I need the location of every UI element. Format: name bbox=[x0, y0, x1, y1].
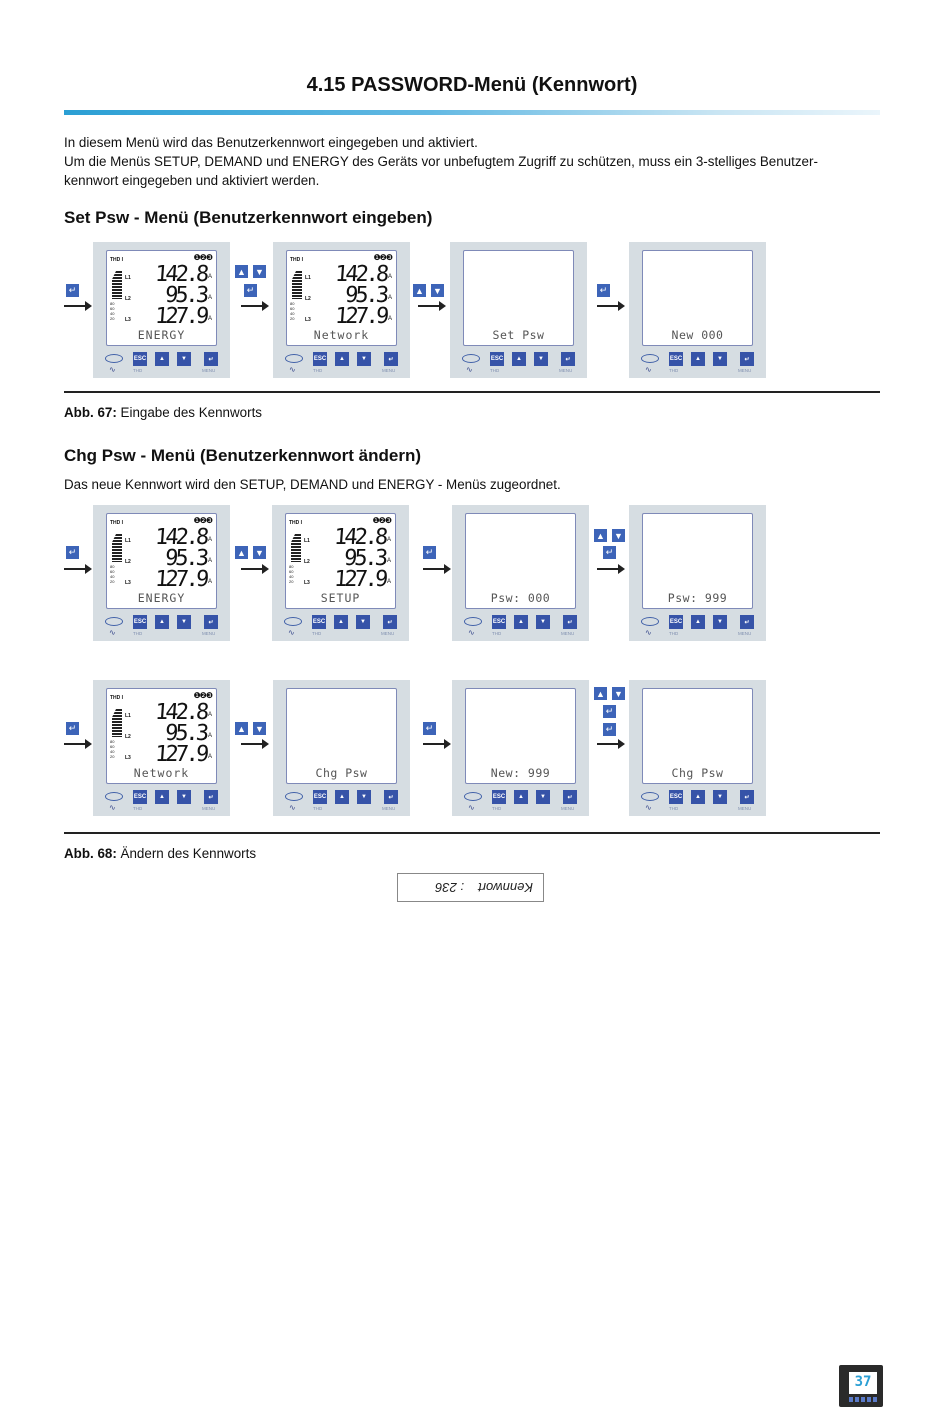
brand-logo bbox=[285, 354, 303, 363]
enter-key-icon: ↵ bbox=[423, 546, 436, 559]
meter-device bbox=[93, 680, 230, 816]
display-message: Set Psw bbox=[492, 328, 545, 342]
down-button[interactable]: ▼ bbox=[177, 352, 191, 366]
down-button[interactable]: ▼ bbox=[357, 352, 371, 366]
section-text-chg-psw: Das neue Kennwort wird den SETUP, DEMAND und ENERGY - Menüs zugeordnet. bbox=[64, 477, 561, 492]
meter-keypad bbox=[452, 788, 589, 814]
phase-indicators: ❶❷❸ bbox=[193, 516, 212, 525]
up-key-icon: ▲ bbox=[235, 265, 248, 278]
phase-value: 142.8 bbox=[153, 525, 207, 550]
brand-logo bbox=[464, 792, 482, 801]
meter-keypad bbox=[273, 788, 410, 814]
unit-label: A bbox=[207, 733, 212, 739]
thd-key-label: THD bbox=[669, 806, 679, 811]
up-button[interactable]: ▲ bbox=[691, 352, 705, 366]
up-button[interactable]: ▲ bbox=[334, 615, 348, 629]
meter-display bbox=[465, 513, 576, 609]
phase-label: L3 bbox=[125, 580, 131, 586]
enter-key-icon: ↵ bbox=[597, 284, 610, 297]
esc-button[interactable]: ESC bbox=[133, 615, 147, 629]
intro-text bbox=[64, 133, 880, 190]
menu-key-label: MENU bbox=[561, 806, 575, 811]
bar-graph-scale: 80 60 40 20 bbox=[289, 564, 294, 584]
unit-label: A bbox=[207, 712, 212, 718]
brand-logo bbox=[462, 354, 480, 363]
display-mode-text: Network bbox=[133, 766, 190, 780]
phase-value: 142.8 bbox=[153, 700, 207, 725]
meter-device bbox=[629, 505, 766, 641]
down-button[interactable]: ▼ bbox=[713, 352, 727, 366]
phase-label: L2 bbox=[125, 559, 131, 565]
meter-display bbox=[465, 688, 576, 784]
enter-button[interactable]: ↵ bbox=[561, 352, 575, 366]
page-number-badge bbox=[836, 1362, 886, 1408]
up-button[interactable]: ▲ bbox=[512, 352, 526, 366]
intro-line-1: In diesem Menü wird das Benutzerkennwort eingegeben und aktiviert. bbox=[64, 135, 478, 150]
enter-button[interactable]: ↵ bbox=[563, 615, 577, 629]
phase-indicators: ❶❷❸ bbox=[193, 691, 212, 700]
thd-label: THD I bbox=[110, 520, 124, 526]
bar-graph bbox=[292, 271, 302, 299]
thd-key-label: THD bbox=[669, 368, 679, 373]
up-button[interactable]: ▲ bbox=[155, 352, 169, 366]
down-button[interactable]: ▼ bbox=[356, 615, 370, 629]
enter-button[interactable]: ↵ bbox=[384, 352, 398, 366]
phase-value: 142.8 bbox=[333, 262, 387, 287]
esc-button[interactable]: ESC bbox=[492, 615, 506, 629]
meter-keypad bbox=[273, 350, 410, 376]
bar-graph bbox=[112, 534, 122, 562]
meter-display bbox=[642, 250, 753, 346]
flow-arrow bbox=[597, 568, 623, 570]
down-key-icon: ▼ bbox=[612, 529, 625, 542]
esc-button[interactable]: ESC bbox=[669, 352, 683, 366]
brand-logo bbox=[105, 792, 123, 801]
enter-key-icon: ↵ bbox=[603, 723, 616, 736]
esc-button[interactable]: ESC bbox=[133, 352, 147, 366]
down-button[interactable]: ▼ bbox=[177, 615, 191, 629]
brand-logo bbox=[285, 792, 303, 801]
intro-line-3: kennwort eingegeben und aktiviert werden. bbox=[64, 173, 320, 188]
down-button[interactable]: ▼ bbox=[536, 615, 550, 629]
wave-icon: ∿ bbox=[468, 803, 475, 812]
brand-logo bbox=[105, 617, 123, 626]
display-mode-text: ENERGY bbox=[137, 591, 186, 605]
down-key-icon: ▼ bbox=[253, 546, 266, 559]
bar-graph-scale: 80 60 40 20 bbox=[110, 301, 115, 321]
meter-keypad bbox=[93, 350, 230, 376]
brand-logo bbox=[641, 792, 659, 801]
enter-button[interactable]: ↵ bbox=[740, 790, 754, 804]
up-key-icon: ▲ bbox=[235, 722, 248, 735]
menu-key-label: MENU bbox=[738, 631, 752, 636]
esc-button[interactable]: ESC bbox=[312, 615, 326, 629]
meter-device bbox=[273, 680, 410, 816]
up-button[interactable]: ▲ bbox=[691, 790, 705, 804]
meter-device bbox=[93, 242, 230, 378]
phase-label: L2 bbox=[125, 734, 131, 740]
phase-value: 95.3 bbox=[344, 283, 387, 308]
unit-label: A bbox=[207, 537, 212, 543]
enter-button[interactable]: ↵ bbox=[204, 352, 218, 366]
wave-icon: ∿ bbox=[289, 365, 296, 374]
wave-icon: ∿ bbox=[109, 803, 116, 812]
thd-label: THD I bbox=[289, 520, 303, 526]
thd-key-label: THD bbox=[313, 368, 323, 373]
phase-label: L1 bbox=[125, 538, 131, 544]
flow-arrow bbox=[418, 305, 444, 307]
phase-label: L3 bbox=[125, 755, 131, 761]
menu-key-label: MENU bbox=[202, 631, 216, 636]
meter-display bbox=[285, 513, 396, 609]
enter-key-icon: ↵ bbox=[244, 284, 257, 297]
brand-logo bbox=[641, 354, 659, 363]
meter-keypad bbox=[629, 788, 766, 814]
phase-value: 95.3 bbox=[164, 546, 207, 571]
up-key-icon: ▲ bbox=[235, 546, 248, 559]
unit-label: A bbox=[207, 316, 212, 322]
meter-display bbox=[642, 513, 753, 609]
phase-label: L1 bbox=[125, 275, 131, 281]
phase-label: L3 bbox=[304, 580, 310, 586]
wave-icon: ∿ bbox=[468, 628, 475, 637]
unit-label: A bbox=[207, 558, 212, 564]
enter-key-icon: ↵ bbox=[66, 284, 79, 297]
thd-label: THD I bbox=[110, 695, 124, 701]
figure-rule-2 bbox=[64, 832, 880, 834]
wave-icon: ∿ bbox=[466, 365, 473, 374]
title-underline bbox=[64, 110, 880, 115]
esc-button[interactable]: ESC bbox=[313, 790, 327, 804]
phase-value: 95.3 bbox=[164, 283, 207, 308]
bar-graph-scale: 80 60 40 20 bbox=[110, 564, 115, 584]
flow-arrow bbox=[64, 305, 90, 307]
wave-icon: ∿ bbox=[645, 365, 652, 374]
phase-value: 95.3 bbox=[164, 721, 207, 746]
phase-label: L1 bbox=[304, 538, 310, 544]
password-label: Kennwort bbox=[478, 880, 533, 895]
down-key-icon: ▼ bbox=[253, 722, 266, 735]
up-key-icon: ▲ bbox=[594, 529, 607, 542]
phase-label: L2 bbox=[305, 296, 311, 302]
phase-indicators: ❶❷❸ bbox=[372, 516, 391, 525]
intro-line-2: Um die Menüs SETUP, DEMAND und ENERGY des Geräts vor unbefugtem Zugriff zu schützen, muss ein 3-stelliges Benutzer- bbox=[64, 154, 818, 169]
thd-label: THD I bbox=[110, 257, 124, 263]
meter-keypad bbox=[629, 350, 766, 376]
down-button[interactable]: ▼ bbox=[177, 790, 191, 804]
meter-device bbox=[452, 505, 589, 641]
bar-graph bbox=[112, 709, 122, 737]
esc-button[interactable]: ESC bbox=[669, 790, 683, 804]
device-thumbnail-keys bbox=[849, 1397, 877, 1402]
phase-value: 127.9 bbox=[333, 304, 387, 329]
menu-key-label: MENU bbox=[381, 631, 395, 636]
section-heading-set-psw: Set Psw - Menü (Benutzerkennwort eingeben) bbox=[64, 208, 433, 227]
down-button[interactable]: ▼ bbox=[713, 790, 727, 804]
phase-indicators: ❶❷❸ bbox=[193, 253, 212, 262]
up-button[interactable]: ▲ bbox=[335, 352, 349, 366]
unit-label: A bbox=[386, 558, 391, 564]
enter-button[interactable]: ↵ bbox=[204, 615, 218, 629]
unit-label: A bbox=[386, 537, 391, 543]
meter-keypad bbox=[629, 613, 766, 639]
meter-display bbox=[106, 513, 217, 609]
device-thumbnail-screen bbox=[849, 1372, 877, 1394]
meter-device bbox=[272, 505, 409, 641]
phase-label: L2 bbox=[304, 559, 310, 565]
unit-label: A bbox=[387, 274, 392, 280]
enter-button[interactable]: ↵ bbox=[740, 352, 754, 366]
thd-key-label: THD bbox=[313, 806, 323, 811]
down-button[interactable]: ▼ bbox=[357, 790, 371, 804]
thd-key-label: THD bbox=[133, 368, 143, 373]
enter-key-icon: ↵ bbox=[603, 705, 616, 718]
up-button[interactable]: ▲ bbox=[155, 615, 169, 629]
bar-graph bbox=[291, 534, 301, 562]
esc-button[interactable]: ESC bbox=[313, 352, 327, 366]
caption-label: Abb. 67: bbox=[64, 405, 117, 420]
bar-graph bbox=[112, 271, 122, 299]
display-message: Chg Psw bbox=[315, 766, 368, 780]
esc-button[interactable]: ESC bbox=[490, 352, 504, 366]
thd-label: THD I bbox=[290, 257, 304, 263]
wave-icon: ∿ bbox=[288, 628, 295, 637]
phase-value: 127.9 bbox=[332, 567, 386, 592]
wave-icon: ∿ bbox=[289, 803, 296, 812]
phase-indicators: ❶❷❸ bbox=[373, 253, 392, 262]
up-key-icon: ▲ bbox=[594, 687, 607, 700]
display-message: Chg Psw bbox=[671, 766, 724, 780]
thd-key-label: THD bbox=[669, 631, 679, 636]
enter-button[interactable]: ↵ bbox=[383, 615, 397, 629]
display-mode-text: SETUP bbox=[320, 591, 361, 605]
flow-arrow bbox=[241, 568, 267, 570]
display-message: New: 999 bbox=[490, 766, 551, 780]
up-button[interactable]: ▲ bbox=[514, 790, 528, 804]
unit-label: A bbox=[207, 274, 212, 280]
phase-label: L1 bbox=[125, 713, 131, 719]
figure-caption-67 bbox=[64, 405, 262, 420]
meter-keypad bbox=[93, 788, 230, 814]
phase-label: L1 bbox=[305, 275, 311, 281]
enter-key-icon: ↵ bbox=[66, 722, 79, 735]
phase-value: 142.8 bbox=[153, 262, 207, 287]
meter-device bbox=[629, 680, 766, 816]
page-number: 37 bbox=[854, 1374, 872, 1390]
menu-key-label: MENU bbox=[738, 806, 752, 811]
meter-display bbox=[642, 688, 753, 784]
unit-label: A bbox=[386, 579, 391, 585]
enter-key-icon: ↵ bbox=[66, 546, 79, 559]
phase-value: 127.9 bbox=[153, 567, 207, 592]
phase-value: 142.8 bbox=[332, 525, 386, 550]
thd-key-label: THD bbox=[312, 631, 322, 636]
down-key-icon: ▼ bbox=[253, 265, 266, 278]
enter-button[interactable]: ↵ bbox=[740, 615, 754, 629]
down-button[interactable]: ▼ bbox=[536, 790, 550, 804]
bar-graph-scale: 80 60 40 20 bbox=[290, 301, 295, 321]
esc-button[interactable]: ESC bbox=[492, 790, 506, 804]
display-mode-text: ENERGY bbox=[137, 328, 186, 342]
esc-button[interactable]: ESC bbox=[669, 615, 683, 629]
password-value: : 236 bbox=[435, 880, 465, 895]
menu-key-label: MENU bbox=[202, 368, 216, 373]
flow-arrow bbox=[241, 305, 267, 307]
menu-key-label: MENU bbox=[202, 806, 216, 811]
device-thumbnail bbox=[839, 1365, 883, 1407]
up-button[interactable]: ▲ bbox=[155, 790, 169, 804]
enter-button[interactable]: ↵ bbox=[384, 790, 398, 804]
flow-arrow bbox=[423, 568, 449, 570]
wave-icon: ∿ bbox=[645, 628, 652, 637]
enter-button[interactable]: ↵ bbox=[563, 790, 577, 804]
menu-key-label: MENU bbox=[738, 368, 752, 373]
meter-device bbox=[93, 505, 230, 641]
phase-value: 127.9 bbox=[153, 742, 207, 767]
display-message: New 000 bbox=[671, 328, 724, 342]
meter-device bbox=[629, 242, 766, 378]
wave-icon: ∿ bbox=[645, 803, 652, 812]
brand-logo bbox=[641, 617, 659, 626]
unit-label: A bbox=[207, 295, 212, 301]
meter-keypad bbox=[452, 613, 589, 639]
thd-key-label: THD bbox=[492, 806, 502, 811]
wave-icon: ∿ bbox=[109, 628, 116, 637]
down-button[interactable]: ▼ bbox=[534, 352, 548, 366]
unit-label: A bbox=[387, 295, 392, 301]
meter-device bbox=[450, 242, 587, 378]
enter-button[interactable]: ↵ bbox=[204, 790, 218, 804]
brand-logo bbox=[464, 617, 482, 626]
down-key-icon: ▼ bbox=[612, 687, 625, 700]
menu-key-label: MENU bbox=[559, 368, 573, 373]
thd-key-label: THD bbox=[133, 631, 143, 636]
meter-display bbox=[286, 250, 397, 346]
wave-icon: ∿ bbox=[109, 365, 116, 374]
menu-key-label: MENU bbox=[382, 806, 396, 811]
phase-label: L3 bbox=[305, 317, 311, 323]
caption-text: Ändern des Kennworts bbox=[116, 846, 257, 861]
unit-label: A bbox=[207, 579, 212, 585]
flow-arrow bbox=[64, 743, 90, 745]
up-button[interactable]: ▲ bbox=[691, 615, 705, 629]
meter-display bbox=[286, 688, 397, 784]
thd-key-label: THD bbox=[133, 806, 143, 811]
brand-logo bbox=[284, 617, 302, 626]
unit-label: A bbox=[207, 754, 212, 760]
phase-label: L2 bbox=[125, 296, 131, 302]
enter-key-icon: ↵ bbox=[423, 722, 436, 735]
thd-key-label: THD bbox=[492, 631, 502, 636]
password-box bbox=[397, 873, 544, 902]
up-button[interactable]: ▲ bbox=[514, 615, 528, 629]
enter-key-icon: ↵ bbox=[603, 546, 616, 559]
down-button[interactable]: ▼ bbox=[713, 615, 727, 629]
caption-text: Eingabe des Kennworts bbox=[116, 405, 262, 420]
section-heading-chg-psw: Chg Psw - Menü (Benutzerkennwort ändern) bbox=[64, 446, 422, 465]
esc-button[interactable]: ESC bbox=[133, 790, 147, 804]
meter-display bbox=[463, 250, 574, 346]
menu-key-label: MENU bbox=[561, 631, 575, 636]
meter-keypad bbox=[272, 613, 409, 639]
caption-label: Abb. 68: bbox=[64, 846, 117, 861]
flow-arrow bbox=[64, 568, 90, 570]
up-button[interactable]: ▲ bbox=[335, 790, 349, 804]
menu-key-label: MENU bbox=[382, 368, 396, 373]
brand-logo bbox=[105, 354, 123, 363]
display-mode-text: Network bbox=[313, 328, 370, 342]
meter-display bbox=[106, 688, 217, 784]
unit-label: A bbox=[387, 316, 392, 322]
display-message: Psw: 999 bbox=[667, 591, 728, 605]
bar-graph-scale: 80 60 40 20 bbox=[110, 739, 115, 759]
flow-arrow bbox=[241, 743, 267, 745]
phase-label: L3 bbox=[125, 317, 131, 323]
flow-arrow bbox=[597, 305, 623, 307]
page-title: 4.15 PASSWORD-Menü (Kennwort) bbox=[306, 74, 638, 96]
meter-keypad bbox=[93, 613, 230, 639]
figure-caption-68 bbox=[64, 846, 256, 861]
phase-value: 127.9 bbox=[153, 304, 207, 329]
phase-value: 95.3 bbox=[343, 546, 386, 571]
meter-display bbox=[106, 250, 217, 346]
meter-device bbox=[273, 242, 410, 378]
meter-device bbox=[452, 680, 589, 816]
meter-keypad bbox=[450, 350, 587, 376]
up-key-icon: ▲ bbox=[413, 284, 426, 297]
thd-key-label: THD bbox=[490, 368, 500, 373]
down-key-icon: ▼ bbox=[431, 284, 444, 297]
display-message: Psw: 000 bbox=[490, 591, 551, 605]
flow-arrow bbox=[597, 743, 623, 745]
flow-arrow bbox=[423, 743, 449, 745]
figure-rule-1 bbox=[64, 391, 880, 393]
